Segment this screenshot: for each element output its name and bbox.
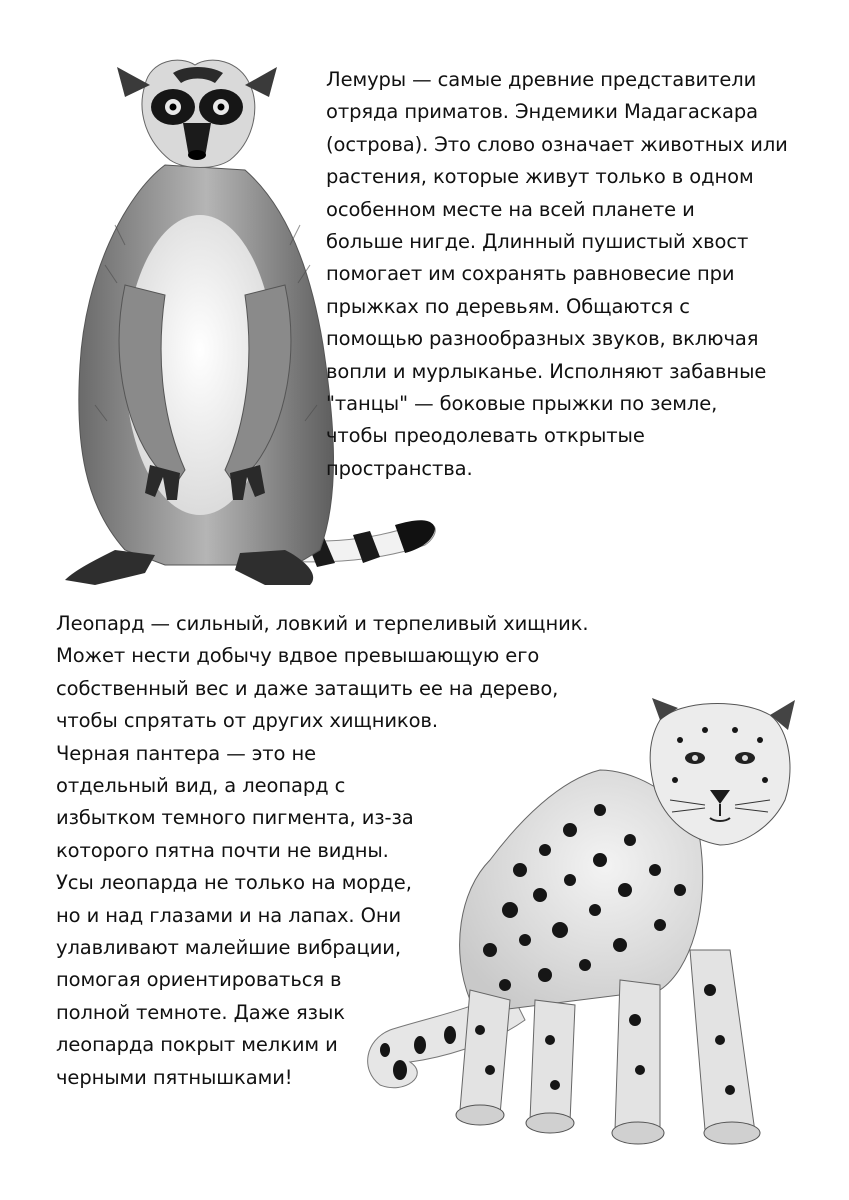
lemur-head bbox=[117, 60, 277, 167]
leopard-paragraph: Леопард — сильный, ловкий и терпеливый хищник. Может нести добычу вдвое превышающую его собственный вес и даже затащить ее на дерево, чтобы спрятать от других хищников. Черная пантера — это не отдельный вид, а леопард с избытком темного пигмента, из-за которого пятна почти не видны. Усы леопарда не только на морде, но и над глазами и на лапах. Они улавливают малейшие вибрации, помогая ориентироваться в полной темноте. Даже язык леопарда покрыт мелким и черными пятнышками! bbox=[56, 612, 589, 1089]
lemur-paragraph: Лемуры — самые древние представители отряда приматов. Эндемики Мадагаскара (острова). Это слово означает животных или растения, которые живут только в одном особенном месте на всей планете и больше нигде. Длинный пушистый хвост помогает им сохранять равновесие при прыжках по деревьям. Общаются с помощью разнообразных звуков, включая вопли и мурлыканье. Исполняют забавные "танцы" — боковые прыжки по земле, чтобы преодолевать открытые пространства. bbox=[326, 68, 788, 480]
lemur-left-foot bbox=[65, 550, 155, 585]
